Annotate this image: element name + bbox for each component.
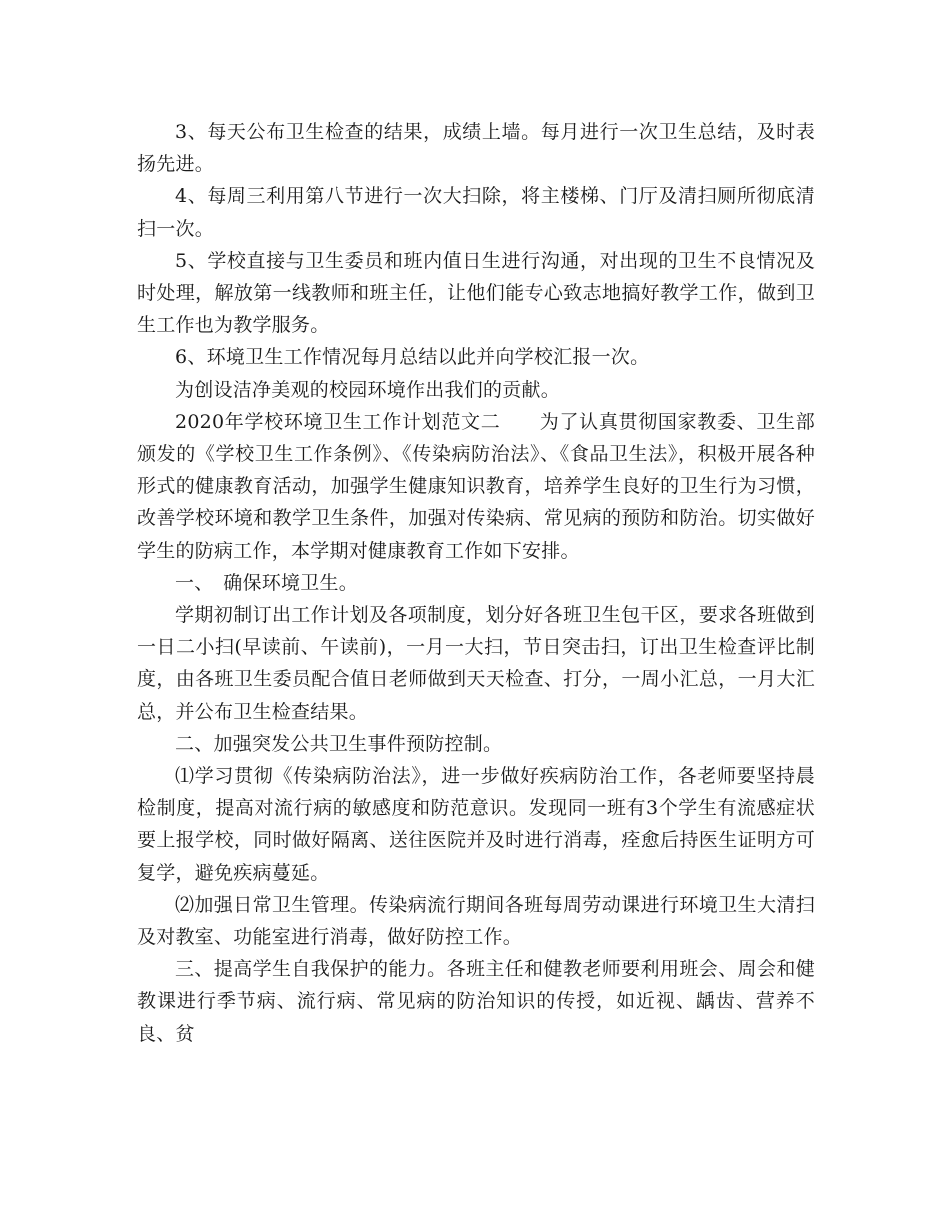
paragraph-section-3: 三、提高学生自我保护的能力。各班主任和健教老师要利用班会、周会和健教课进行季节病、流行病、常见病的防治知识的传授，如近视、龋齿、营养不良、贫 (137, 958, 815, 1045)
paragraph-conclusion: 为创设洁净美观的校园环境作出我们的贡献。 (175, 378, 561, 401)
document-body (137, 116, 815, 1050)
paragraph-section-2-item-1: ⑴学习贯彻《传染病防治法》，进一步做好疾病防治工作，各老师要坚持晨检制度，提高对流行病的敏感度和防范意识。发现同一班有3个学生有流感症状要上报学校，同时做好隔离、送往医院并及时进行消毒，痊愈后持医生证明方可复学，避免疾病蔓延。 (137, 765, 815, 884)
paragraph-item-6: 6、环境卫生工作情况每月总结以此并向学校汇报一次。 (175, 346, 650, 369)
paragraph-item-5: 5、学校直接与卫生委员和班内值日生进行沟通，对出现的卫生不良情况及时处理，解放第一线教师和班主任，让他们能专心致志地搞好教学工作，做到卫生工作也为教学服务。 (137, 249, 815, 337)
paragraph-section-1-body: 学期初制订出工作计划及各项制度，划分好各班卫生包干区，要求各班做到一日二小扫(早读前、午读前)，一月一大扫，节日突击扫，订出卫生检查评比制度，由各班卫生委员配合值日老师做到天天检查、打分，一周小汇总，一月大汇总，并公布卫生检查结果。 (137, 604, 815, 723)
section-heading-2: 二、加强突发公共卫生事件预防控制。 (175, 732, 503, 755)
paragraph-section-2-item-2: ⑵加强日常卫生管理。传染病流行期间各班每周劳动课进行环境卫生大清扫及对教室、功能室进行消毒，做好防控工作。 (137, 893, 815, 949)
paragraph-item-4: 4、每周三利用第八节进行一次大扫除，将主楼梯、门厅及清扫厕所彻底清扫一次。 (137, 185, 815, 240)
section-heading-1: 一、 确保环境卫生。 (175, 571, 359, 594)
paragraph-item-3: 3、每天公布卫生检查的结果，成绩上墙。每月进行一次卫生总结，及时表扬先进。 (137, 121, 815, 176)
paragraph-plan-two-intro: 2020年学校环境卫生工作计划范文二 为了认真贯彻国家教委、卫生部颁发的《学校卫生工作条例》、《传染病防治法》、《食品卫生法》，积极开展各种形式的健康教育活动，加强学生健康知识教育，培养学生良好的卫生行为习惯，改善学校环境和教学卫生条件，加强对传染病、常见病的预防和防治。切实做好学生的防病工作，本学期对健康教育工作如下安排。 (137, 410, 815, 562)
